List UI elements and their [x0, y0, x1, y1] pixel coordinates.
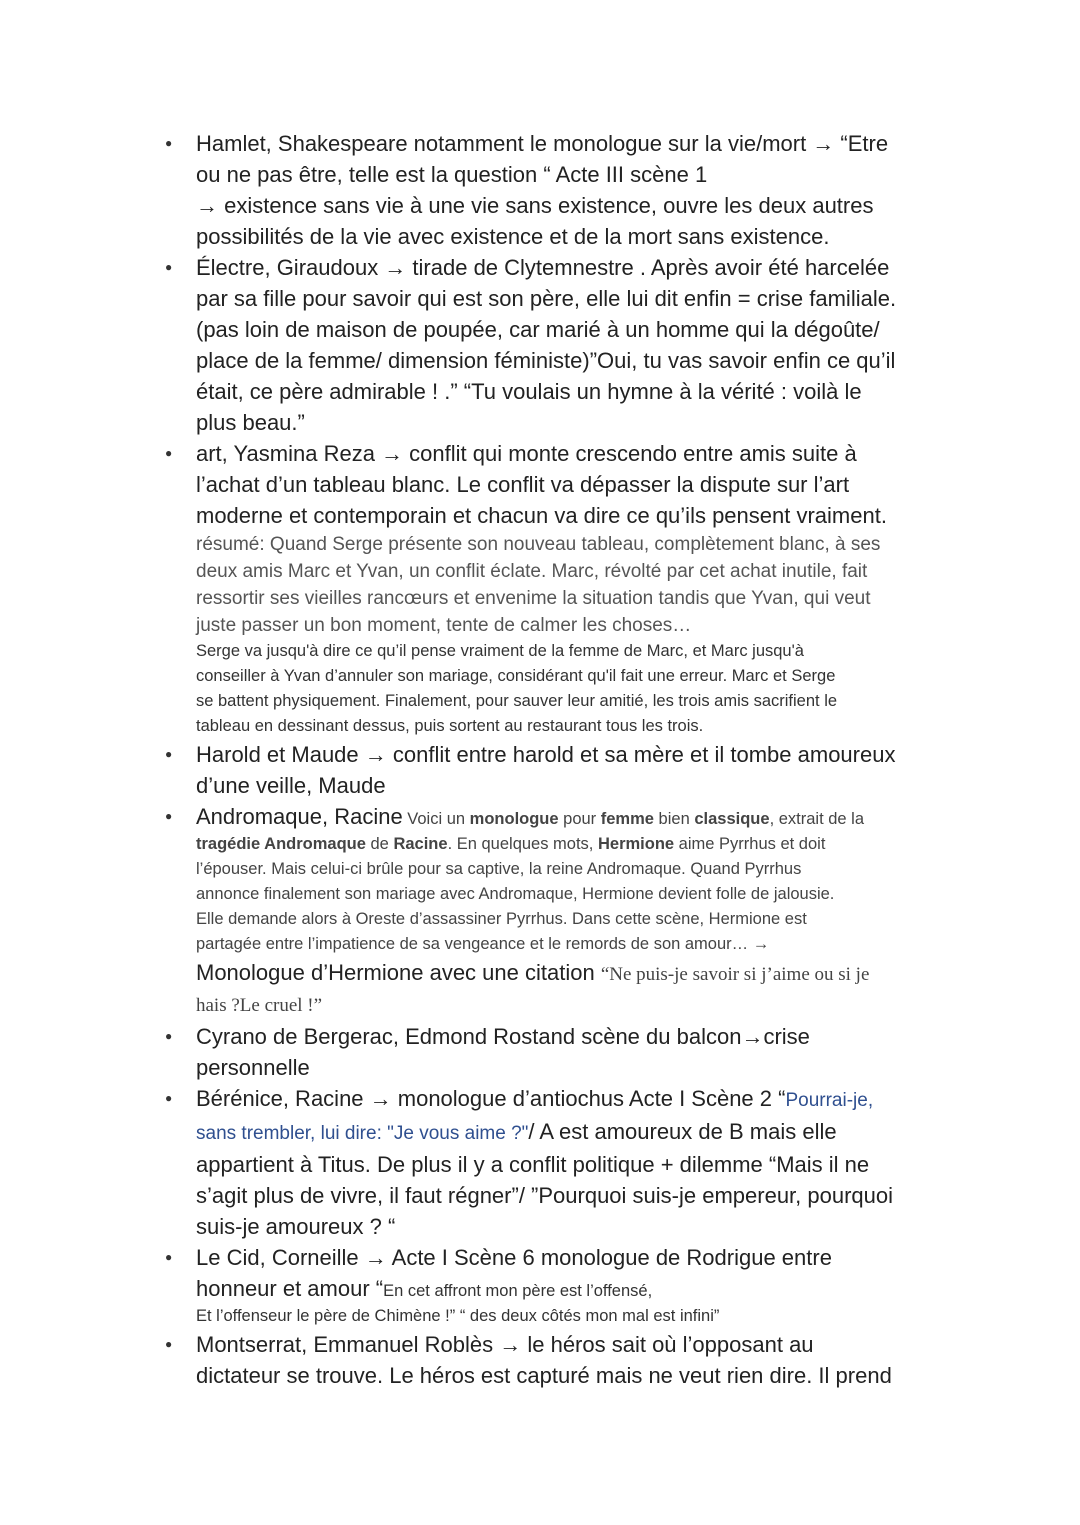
intro-part: , extrait de la [769, 810, 865, 828]
intro-part: de [365, 835, 394, 853]
quote-blue: Pourrai-je, [785, 1090, 874, 1111]
list-item-berenice [160, 1083, 960, 1242]
detail-line: tableau en dessinant dessus, puis sortent au restaurant tous les trois. [196, 717, 704, 735]
list-item-hamlet [160, 128, 960, 252]
andromaque-line [196, 832, 960, 857]
play-list [160, 128, 960, 1391]
text-line: d’une veille, Maude [196, 773, 386, 798]
text-line: appartient à Titus. De plus il y a conflit politique + dilemme “Mais il ne [196, 1152, 870, 1177]
summary-line: juste passer un bon moment, tente de calmer les choses… [196, 615, 692, 636]
list-item-harold-et-maude [160, 739, 960, 801]
intro-part: . En quelques mots, [447, 835, 598, 853]
text-line: ● Hamlet, Shakespeare notamment le monologue sur la vie/mort → “Etre [196, 131, 889, 156]
detail-line: Serge va jusqu'à dire ce qu’il pense vraiment de la femme de Marc, et Marc jusqu'à [196, 642, 804, 660]
andromaque-title: Andromaque, Racine [196, 804, 403, 829]
text-line: ● Le Cid, Corneille → Acte I Scène 6 monologue de Rodrigue entre [196, 1245, 832, 1270]
list-item-art [160, 438, 960, 739]
summary-line: deux amis Marc et Yvan, un conflit éclate. Marc, révolté par cet achat inutile, fait [196, 561, 868, 582]
text-line: était, ce père admirable ! .” “Tu voulais un hymne à la vérité : voilà le [196, 379, 862, 404]
andromaque-line: partagée entre l’impatience de sa vengeance et le remords de son amour… → [196, 935, 770, 953]
text-line [196, 1116, 960, 1149]
list-item-andromaque [160, 801, 960, 1021]
monologue-text: Monologue d’Hermione avec une citation [196, 960, 601, 985]
list-item-le-cid [160, 1242, 960, 1329]
quote-blue: sans trembler, lui dire: "Je vous aime ?" [196, 1123, 529, 1144]
text-line: ● Cyrano de Bergerac, Edmond Rostand scène du balcon→crise [196, 1024, 810, 1049]
andromaque-line: annonce finalement son mariage avec Andromaque, Hermione devient folle de jalousie. [196, 885, 835, 903]
intro-part: classique [694, 810, 770, 828]
andromaque-line: l’épouser. Mais celui-ci brûle pour sa captive, la reine Andromaque. Quand Pyrrhus [196, 860, 802, 878]
summary-line: résumé: Quand Serge présente son nouveau tableau, complètement blanc, à ses [196, 534, 881, 555]
text-part: / A est amoureux de B mais elle [528, 1119, 837, 1144]
text-line: s’agit plus de vivre, il faut régner”/ ”Pourquoi suis-je empereur, pourquoi [196, 1183, 894, 1208]
intro-part: tragédie Andromaque [196, 835, 366, 853]
text-line: suis-je amoureux ? “ [196, 1214, 396, 1239]
detail-line: conseiller à Yvan d’annuler son mariage, considérant qu'il fait une erreur. Marc et Serge [196, 667, 836, 685]
text-line: moderne et contemporain et chacun va dire ce qu’ils pensent vraiment. [196, 503, 887, 528]
text-line: ● art, Yasmina Reza → conflit qui monte crescendo entre amis suite à [196, 441, 857, 466]
text-part: Bérénice, Racine → monologue d’antiochus Acte I Scène 2 “ [196, 1086, 786, 1111]
andromaque-intro [403, 810, 864, 828]
intro-part: monologue [469, 810, 559, 828]
citation: “Ne puis-je savoir si j’aime ou si je [600, 964, 870, 985]
list-item-electre [160, 252, 960, 438]
citation: hais ?Le cruel !” [196, 995, 323, 1016]
text-line [196, 1273, 960, 1304]
andromaque-line: Elle demande alors à Oreste d’assassiner Pyrrhus. Dans cette scène, Hermione est [196, 910, 807, 928]
list-item-cyrano [160, 1021, 960, 1083]
text-line: plus beau.” [196, 410, 305, 435]
text-line: place de la femme/ dimension féministe)”Oui, tu vas savoir enfin ce qu’il [196, 348, 896, 373]
intro-part: Racine [393, 835, 448, 853]
summary-line: ressortir ses vieilles rancœurs et envenime la situation tandis que Yvan, qui veut [196, 588, 871, 609]
text-line: ● Électre, Giraudoux → tirade de Clytemnestre . Après avoir été harcelée [196, 255, 890, 280]
text-line: ou ne pas être, telle est la question “ Acte III scène 1 [196, 162, 708, 187]
text-line: ● Montserrat, Emmanuel Roblès → le héros sait où l’opposant au [196, 1332, 814, 1357]
intro-part: aime Pyrrhus et doit [674, 835, 826, 853]
text-line: → existence sans vie à une vie sans existence, ouvre les deux autres [196, 193, 874, 218]
andromaque-title-line [196, 801, 960, 832]
intro-part: Hermione [597, 835, 675, 853]
citation: En cet affront mon père est l’offensé, [383, 1282, 653, 1300]
intro-part: femme [600, 810, 654, 828]
text-line: personnelle [196, 1055, 310, 1080]
intro-part: pour [558, 810, 601, 828]
text-part: honneur et amour “ [196, 1276, 384, 1301]
text-line: dictateur se trouve. Le héros est capturé mais ne veut rien dire. Il prend [196, 1363, 892, 1388]
intro-part: Voici un [402, 810, 470, 828]
list-item-montserrat [160, 1329, 960, 1391]
text-line: possibilités de la vie avec existence et de la mort sans existence. [196, 224, 830, 249]
citation: Et l’offenseur le père de Chimène !” “ des deux côtés mon mal est infini” [196, 1307, 720, 1325]
text-line: (pas loin de maison de poupée, car marié à un homme qui la dégoûte/ [196, 317, 880, 342]
text-line: ● Harold et Maude → conflit entre harold et sa mère et il tombe amoureux [196, 742, 896, 767]
monologue-line [196, 957, 960, 990]
detail-line: se battent physiquement. Finalement, pour sauver leur amitié, les trois amis sacrifient le [196, 692, 838, 710]
intro-part: bien [653, 810, 695, 828]
text-line: par sa fille pour savoir qui est son père, elle lui dit enfin = crise familiale. [196, 286, 897, 311]
text-line [196, 1083, 960, 1116]
text-line: l’achat d’un tableau blanc. Le conflit va dépasser la dispute sur l’art [196, 472, 850, 497]
